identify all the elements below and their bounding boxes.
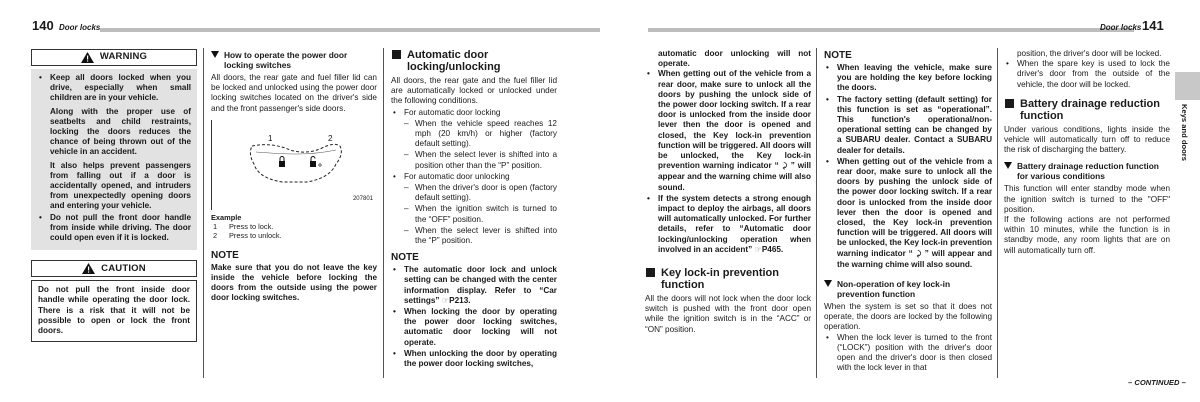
power-switch-body: All doors, the rear gate and fuel filler lid can be locked and unlocked using the power door locking switches located on the driver's side and the front passenger's side doors. xyxy=(211,73,377,113)
page-link[interactable]: P213. xyxy=(449,295,471,305)
page-ref-icon: ☞ xyxy=(754,244,762,254)
section-square-icon xyxy=(646,268,655,277)
column-divider xyxy=(816,48,817,378)
power-switch-column xyxy=(211,50,377,304)
header-title: Door locks xyxy=(59,23,101,32)
header-title: Door locks xyxy=(1100,23,1142,32)
warning-item: • Do not pull the front door handle from inside while driving. The door could open even if it is locked. xyxy=(37,213,191,244)
page-number: 141 xyxy=(1142,18,1164,33)
power-switch-figure xyxy=(211,120,377,210)
triangle-down-icon xyxy=(1004,162,1012,169)
chapter-tab-label: Keys and doors xyxy=(1180,104,1189,161)
triangle-down-icon xyxy=(824,280,832,287)
caption-row: 1 Press to lock. xyxy=(213,221,274,231)
right-column-2: NOTE • When leaving the vehicle, make sure you are holding the key before locking the doors. • The factory setting (default setting) for this function is set as “operational”. This function's operational/non-operational setting can be changed by a SUBARU dealer. Contact a SUBARU dealer for details. • When getting out of the vehicle from a rear door, make sure to unlock all the doors by pushing the unlock side of the power door locking switch. If a rear door is unlocked from the inside door lever then the door is opened and closed, the Key lock-in prevention function will be triggered. All doors will be unlocked, the Key lock-in prevention warning indicator “ ⤸ ” will appear and the warning chime will also sound. Non-operation of key lock-in prevention function When the system is set so that it does not operate, the doors are locked by the following operation. • When the lock lever is turned to the front (“LOCK”) position with the driver's door open and the driver's door is then closed with the lock lever in that xyxy=(824,50,992,374)
section-square-icon xyxy=(392,50,401,59)
auto-locking-column: Automatic door locking/unlocking All doors, the rear gate and the fuel filler lid are automatically locked or unlocked under the following conditions. • For automatic door locking – When the vehicle speed reaches 12 mph (20 km/h) or higher (factory default setting). – When the select lever is shifted into a position other than the “P” position. • For automatic door unlocking – When the driver's door is open (factory default setting). – When the ignition switch is turned to the “OFF” position. – When the select lever is shifted into the “P” position. NOTE • The automatic door lock and unlock setting can be changed with the center information display. Refer to “Car settings” ☞P213. • When locking the door by operating the power door locking switches, automatic door locking will not operate. • When unlocking the door by operating the power door locking switches, xyxy=(391,49,557,370)
column-divider xyxy=(203,48,204,378)
key-lockin-warning-icon: ⤸ xyxy=(916,250,921,258)
note-item: • The automatic door lock and unlock setting can be changed with the center information display. Refer to “Car settings” ☞P213. xyxy=(391,265,557,306)
header-rule xyxy=(100,28,600,32)
column-divider xyxy=(383,48,384,378)
triangle-down-icon xyxy=(211,51,219,58)
list-item: • When the spare key is used to lock the driver's door from the outside of the vehicle, the door will be locked. xyxy=(1004,59,1170,90)
caution-body: Do not pull the front inside door handle while operating the door lock. There is a risk that it will not be possible to open or lock the front doors. xyxy=(31,280,197,342)
note-item: • When unlocking the door by operating the power door locking switches, xyxy=(391,349,557,369)
auto-locking-heading: Automatic door locking/unlocking xyxy=(391,49,557,73)
right-column-1: automatic door unlocking will not operate. • When getting out of the vehicle from a rear door, make sure to unlock all the doors by pushing the unlock side of the power door locking switch. If a rear door is unlocked from the inside door lever then the door is opened and closed, the Key lock-in prevention function will be triggered. All doors will be unlocked, the Key lock-in prevention warning indicator “ ⤸ ” will appear and the warning chime will also sound. • If the system detects a strong enough impact to deploy the airbags, all doors will automatically unlocked. For further details, refer to “Automatic door locking/unlocking operation when involved in an accident” ☞P465. Key lock-in prevention function All the doors will not lock when the door lock switch is pushed with the front door open while the ignition switch is in the “ACC” or “ON” position. xyxy=(645,49,811,335)
warning-triangle-icon xyxy=(81,52,94,63)
right-page xyxy=(600,0,1200,402)
key-lockin-warning-icon: ⤸ xyxy=(782,163,787,171)
non-operation-heading: Non-operation of key lock-in prevention function xyxy=(824,279,992,299)
section-square-icon xyxy=(1005,99,1014,108)
caution-label: CAUTION xyxy=(101,262,146,274)
warning-label: WARNING xyxy=(99,51,148,63)
warning-body xyxy=(31,69,197,250)
header-rule xyxy=(648,28,1134,32)
warning-header xyxy=(31,49,197,66)
power-switch-heading: How to operate the power door locking switches xyxy=(211,50,377,70)
svg-text:2: 2 xyxy=(328,133,333,143)
key-lockin-heading: Key lock-in prevention function xyxy=(645,267,811,291)
warning-column xyxy=(31,49,197,342)
list-item: • When getting out of the vehicle from a rear door, make sure to unlock all the doors by pushing the unlock side of the power door locking switch. If a rear door is unlocked from the inside door lever then the door is opened and closed, the Key lock-in prevention function will be triggered. All doors will be unlocked, the Key lock-in prevention warning indicator “ ⤸ ” will appear and the warning chime will also sound. xyxy=(645,69,811,192)
power-switch-note: NOTE Make sure that you do not leave the key inside the vehicle before locking the doors from the outside using the power door locking switches. xyxy=(211,249,377,303)
note-item: • When locking the door by operating the power door locking switches, automatic door locking will not operate. xyxy=(391,307,557,348)
note-item: • When getting out of the vehicle from a rear door, make sure to unlock all the doors by pushing the unlock side of the power door locking switch. If a rear door is unlocked from the inside door lever then the door is opened and closed, the Key lock-in prevention function will be triggered. All doors will be unlocked, the Key lock-in prevention warning indicator “ ⤸ ” will appear and the warning chime will also sound. xyxy=(824,157,992,270)
note-item: • When leaving the vehicle, make sure you are holding the key before locking the doors. xyxy=(824,63,992,94)
condition-item: – When the ignition switch is turned to the “OFF” position. xyxy=(404,204,557,224)
figure-id: 207801 xyxy=(352,195,373,202)
warning-item: • Keep all doors locked when you drive, especially when small children are in your vehicle. Along with the proper use of seatbelts and child restraints, locking the doors reduces the chance of being thrown out of the vehicle in an accident. It also helps prevent passengers from falling out if a door is accidentally opened, and intruders from unexpectedly opening doors and entering your vehicle. xyxy=(37,73,191,212)
caution-header xyxy=(31,260,197,277)
continued-label: – CONTINUED – xyxy=(1128,378,1186,387)
condition-item: – When the vehicle speed reaches 12 mph (20 km/h) or higher (factory default setting). xyxy=(404,119,557,150)
condition-item: – When the driver's door is open (factory default setting). xyxy=(404,183,557,203)
figure-caption: Example 1 Press to lock. 2 Press to unlock. xyxy=(211,213,377,240)
auto-locking-note: NOTE • The automatic door lock and unlock setting can be changed with the center information display. Refer to “Car settings” ☞P213. • When locking the door by operating the power door locking switches, automatic door locking will not operate. • When unlocking the door by operating the power door locking switches, xyxy=(391,252,557,369)
list-item: • When the lock lever is turned to the front (“LOCK”) position with the driver's door open and the driver's door is then closed with the lock lever in that xyxy=(824,333,992,374)
caption-row: 2 Press to unlock. xyxy=(213,230,282,240)
column-divider xyxy=(997,48,998,378)
condition-group: • For automatic door unlocking – When the driver's door is open (factory default setting). – When the ignition switch is turned to the “OFF” position. – When the select lever is shifted into the “P” position. xyxy=(391,172,557,246)
condition-item: – When the select lever is shifted into the “P” position. xyxy=(404,226,557,246)
right-column-3: position, the driver's door will be locked. • When the spare key is used to lock the driver's door from the outside of the vehicle, the door will be locked. Battery drainage reduction function Under various conditions, lights inside the vehicle will automatically turn off to reduce the risk of discharging the battery. Battery drainage reduction function for various conditions This function will enter standby mode when the ignition switch is turned to the "OFF" position. If the following actions are not performed within 10 minutes, while the function is in standby mode, any room lights that are on will automatically turn off. xyxy=(1004,49,1170,256)
battery-heading: Battery drainage reduction function xyxy=(1004,98,1170,122)
page-link[interactable]: P465. xyxy=(761,244,784,254)
battery-subheading: Battery drainage reduction function for various conditions xyxy=(1004,161,1170,181)
note-item: • The factory setting (default setting) for this function is set as “operational”. This function's operational/non-operational setting can be changed by a SUBARU dealer. Contact a SUBARU dealer for details. xyxy=(824,95,992,156)
condition-group: • For automatic door locking – When the vehicle speed reaches 12 mph (20 km/h) or higher (factory default setting). – When the select lever is shifted into a position other than the “P” position. xyxy=(391,108,557,171)
list-item: • If the system detects a strong enough impact to deploy the airbags, all doors will automatically unlocked. For further details, refer to “Automatic door locking/unlocking operation when involved in an accident” ☞P465. xyxy=(645,194,811,255)
chapter-tab xyxy=(1175,72,1200,100)
svg-text:1: 1 xyxy=(268,133,273,143)
condition-item: – When the select lever is shifted into a position other than the “P” position. xyxy=(404,150,557,170)
caution-triangle-icon xyxy=(82,263,95,274)
door-lock-switch-illustration xyxy=(212,120,372,210)
page-number: 140 xyxy=(32,18,54,33)
page-ref-icon: ☞ xyxy=(441,295,450,305)
